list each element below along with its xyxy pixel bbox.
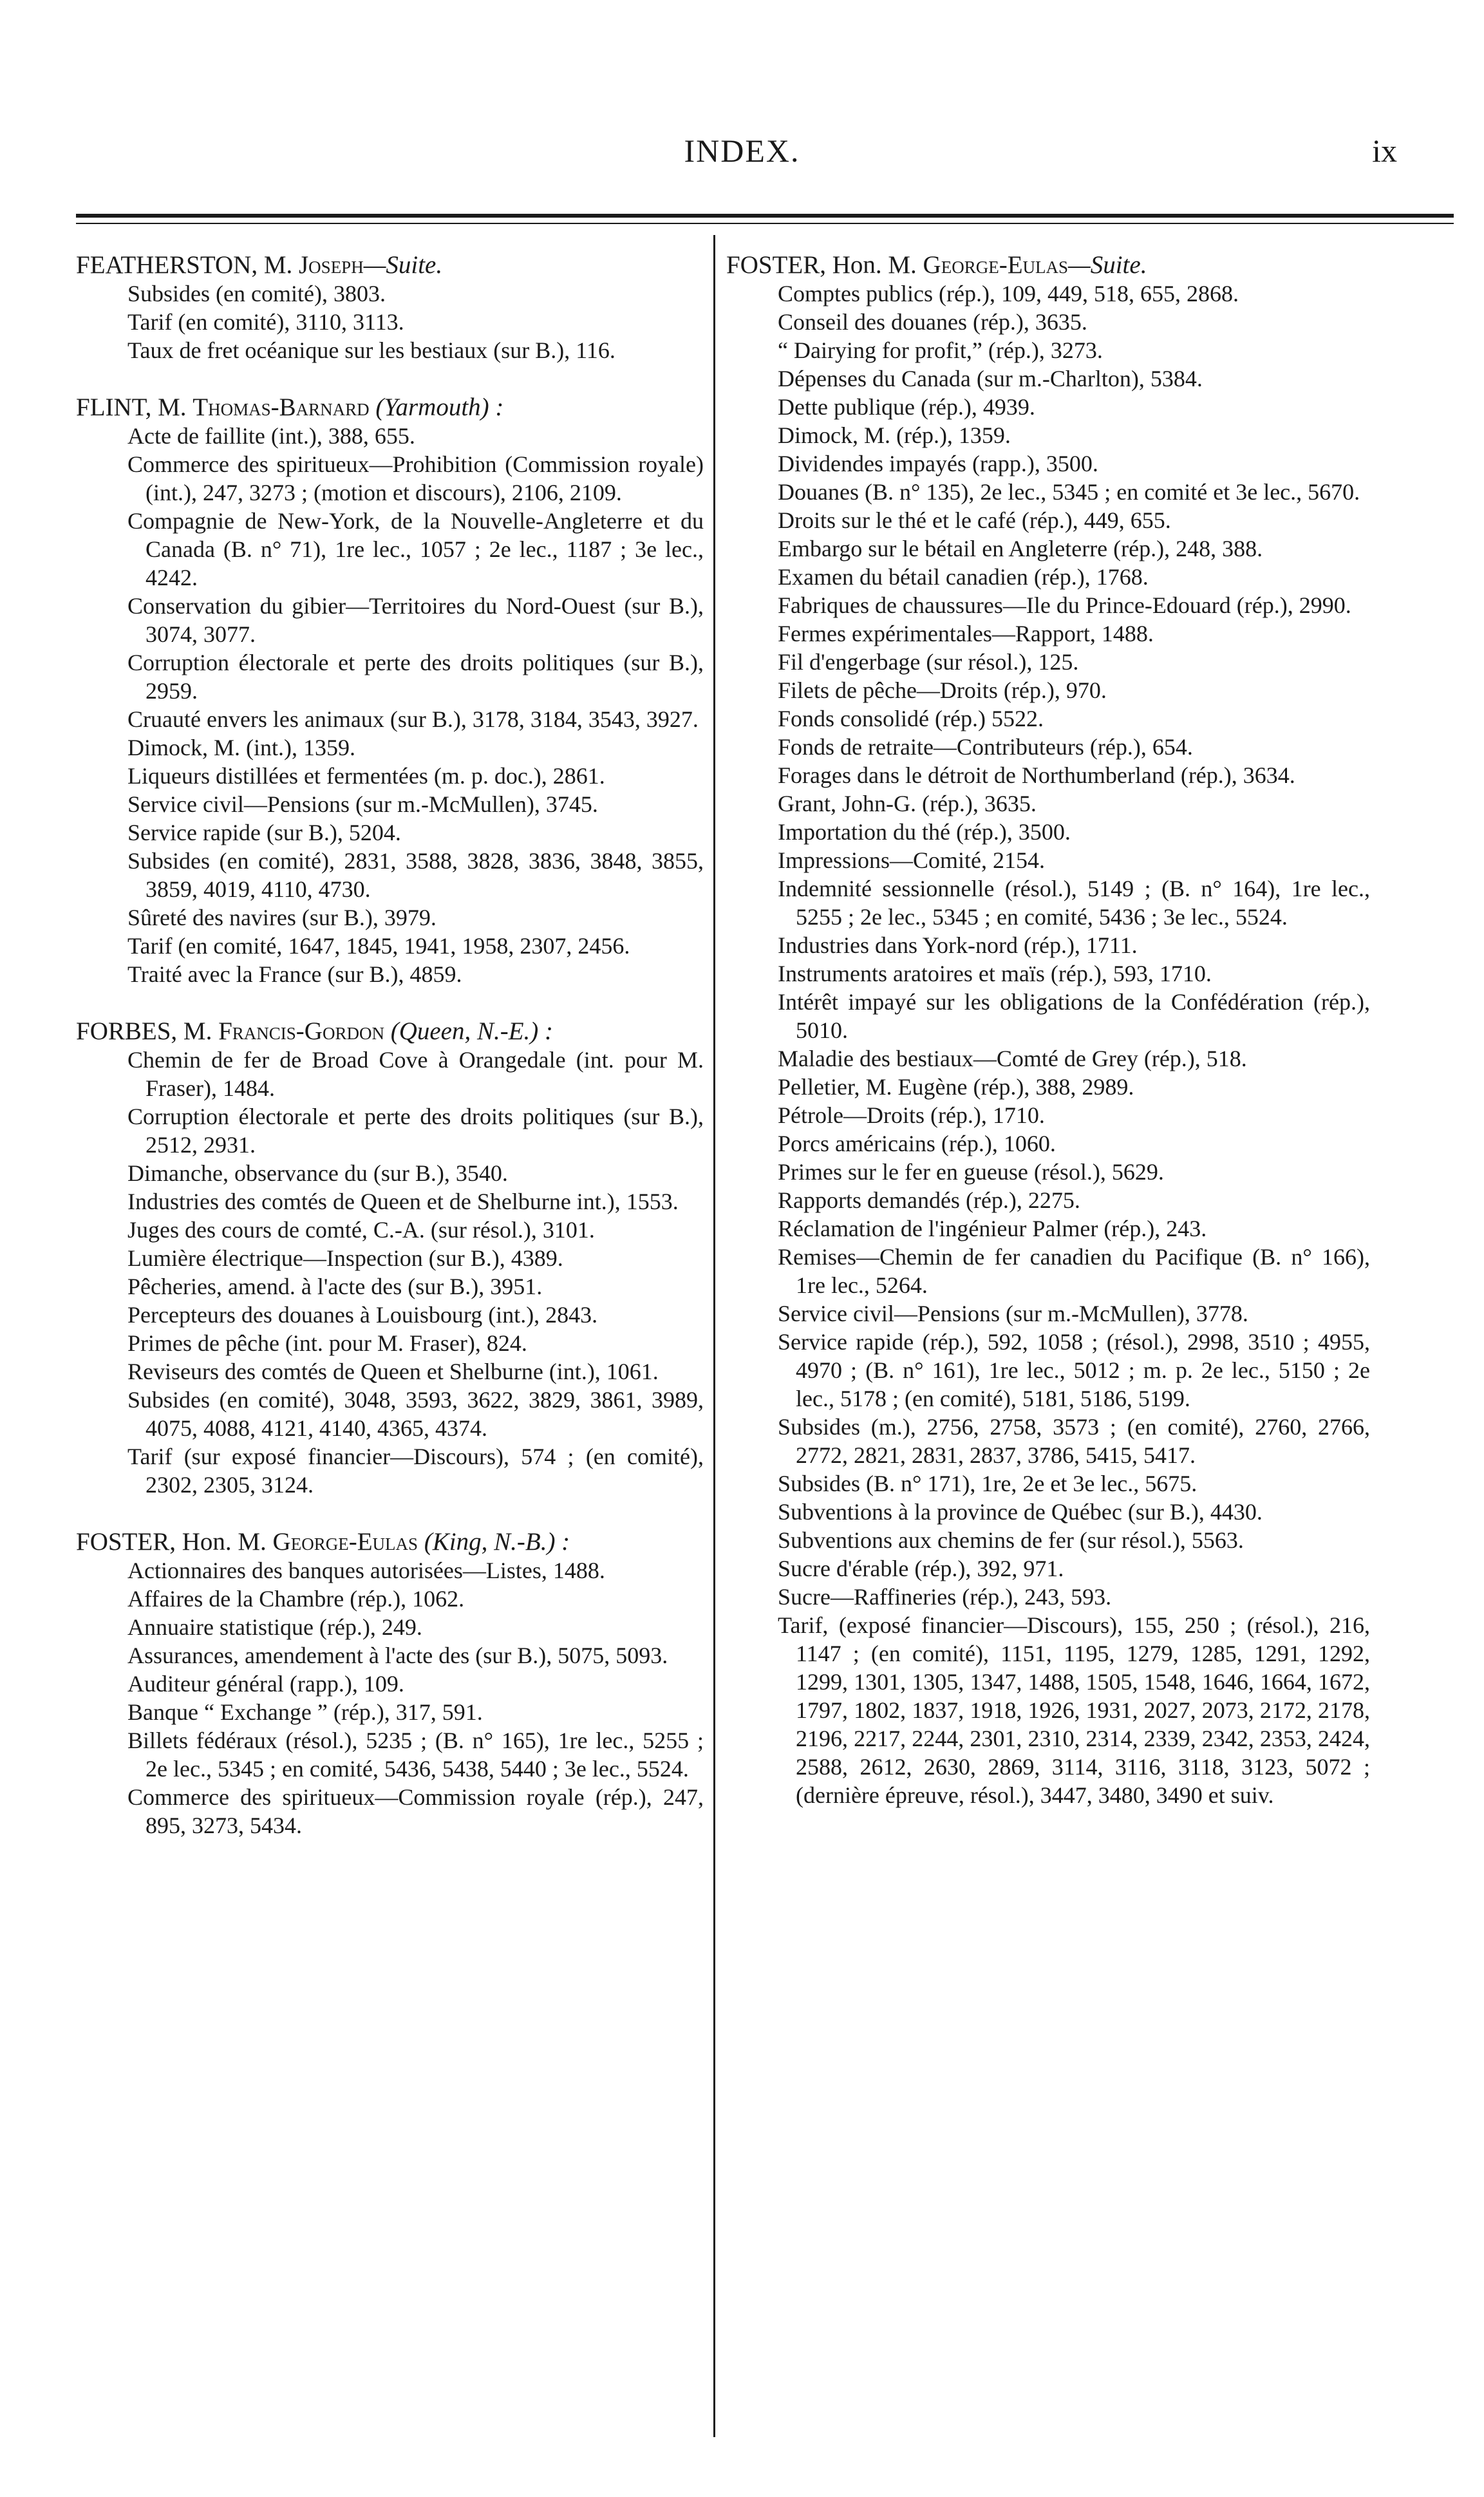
index-item: Pêcheries, amend. à l'acte des (sur B.), 3951. <box>127 1274 543 1299</box>
index-item: Auditeur général (rapp.), 109. <box>127 1671 404 1697</box>
entry-suffix: (Queen, N.-E.) : <box>384 1017 554 1045</box>
index-entry <box>76 393 704 988</box>
index-item: Sucre—Raffineries (rép.), 243, 593. <box>778 1584 1112 1610</box>
index-item: Assurances, amendement à l'acte des (sur B.), 5075, 5093. <box>127 1643 668 1668</box>
index-item: Chemin de fer de Broad Cove à Orangedale (int. pour M. Fraser), 1484. <box>127 1047 704 1101</box>
index-item: Fabriques de chaussures—Ile du Prince-Edouard (rép.), 2990. <box>778 592 1351 618</box>
index-item: Percepteurs des douanes à Louisbourg (int.), 2843. <box>127 1302 598 1328</box>
entry-given-name: Thomas-Barnard <box>193 393 370 421</box>
entry-heading <box>726 251 1370 279</box>
index-item: Conseil des douanes (rép.), 3635. <box>778 309 1087 335</box>
index-item: Banque “ Exchange ” (rép.), 317, 591. <box>127 1699 483 1725</box>
index-item: Impressions—Comité, 2154. <box>778 847 1045 873</box>
column-divider <box>713 235 715 2437</box>
index-item: Dimock, M. (int.), 1359. <box>127 735 355 760</box>
index-item: Service civil—Pensions (sur m.-McMullen), 3745. <box>127 791 598 817</box>
index-item: Réclamation de l'ingénieur Palmer (rép.), 243. <box>778 1216 1207 1241</box>
index-item: Industries des comtés de Queen et de Shelburne int.), 1553. <box>127 1189 679 1214</box>
index-item: Intérêt impayé sur les obligations de la Confédération (rép.), 5010. <box>778 989 1370 1043</box>
entry-given-name: Francis-Gordon <box>218 1017 384 1045</box>
index-item: Liqueurs distillées et fermentées (m. p. doc.), 2861. <box>127 763 605 789</box>
index-item: Service civil—Pensions (sur m.-McMullen), 3778. <box>778 1301 1248 1326</box>
index-item: Examen du bétail canadien (rép.), 1768. <box>778 564 1149 590</box>
index-item: Dimock, M. (rép.), 1359. <box>778 422 1011 448</box>
right-column <box>726 251 1370 1838</box>
index-item: Commerce des spiritueux—Prohibition (Commission royale) (int.), 247, 3273 ; (motion et discours), 2106, 2109. <box>127 451 704 505</box>
index-item: Industries dans York-nord (rép.), 1711. <box>778 932 1138 958</box>
index-item: Compagnie de New-York, de la Nouvelle-Angleterre et du Canada (B. n° 71), 1re lec., 1057 ; 2e lec., 1187 ; 3e lec., 4242. <box>127 508 704 590</box>
entry-name: FOSTER, Hon. M. <box>726 251 917 279</box>
entry-suffix: (King, N.-B.) : <box>418 1528 570 1556</box>
index-item: Acte de faillite (int.), 388, 655. <box>127 423 415 449</box>
entry-name: FORBES, M. <box>76 1017 212 1045</box>
index-item: Rapports demandés (rép.), 2275. <box>778 1187 1080 1213</box>
page-header <box>0 132 1484 184</box>
index-item: Pétrole—Droits (rép.), 1710. <box>778 1102 1045 1128</box>
index-item: Importation du thé (rép.), 3500. <box>778 819 1071 845</box>
index-item: Subsides (en comité), 3803. <box>127 281 386 306</box>
left-column <box>76 251 704 1869</box>
index-item: Grant, John-G. (rép.), 3635. <box>778 791 1037 816</box>
index-item: Cruauté envers les animaux (sur B.), 3178, 3184, 3543, 3927. <box>127 706 699 732</box>
index-item: Taux de fret océanique sur les bestiaux (sur B.), 116. <box>127 337 615 363</box>
index-item: Dette publique (rép.), 4939. <box>778 394 1035 420</box>
entry-heading <box>76 1528 704 1556</box>
index-item: Fil d'engerbage (sur résol.), 125. <box>778 649 1079 675</box>
index-item: Primes de pêche (int. pour M. Fraser), 824. <box>127 1330 527 1356</box>
index-item: Dépenses du Canada (sur m.-Charlton), 5384. <box>778 366 1203 391</box>
index-item: Comptes publics (rép.), 109, 449, 518, 655, 2868. <box>778 281 1239 306</box>
entry-suffix: —Suite. <box>363 251 443 279</box>
index-item: Filets de pêche—Droits (rép.), 970. <box>778 677 1107 703</box>
index-item: Pelletier, M. Eugène (rép.), 388, 2989. <box>778 1074 1134 1100</box>
header-rule-thin <box>76 223 1454 224</box>
index-item: Lumière électrique—Inspection (sur B.), 4389. <box>127 1245 563 1271</box>
index-item: Maladie des bestiaux—Comté de Grey (rép.), 518. <box>778 1046 1247 1071</box>
index-item: Sucre d'érable (rép.), 392, 971. <box>778 1556 1064 1581</box>
index-item: Tarif (sur exposé financier—Discours), 574 ; (en comité), 2302, 2305, 3124. <box>127 1444 704 1498</box>
index-item: Subventions à la province de Québec (sur B.), 4430. <box>778 1499 1263 1525</box>
index-item: Forages dans le détroit de Northumberland (rép.), 3634. <box>778 762 1295 788</box>
index-item: Service rapide (rép.), 592, 1058 ; (résol.), 2998, 3510 ; 4955, 4970 ; (B. n° 161), 1re lec., 5012 ; m. p. 2e lec., 5150 ; 2e lec., 5178 ; (en comité), 5181, 5186, 5199. <box>778 1329 1370 1411</box>
index-entry <box>76 1528 704 1840</box>
index-item: Dividendes impayés (rapp.), 3500. <box>778 451 1098 476</box>
page-number: ix <box>1372 133 1397 169</box>
index-item: “ Dairying for profit,” (rép.), 3273. <box>778 337 1103 363</box>
index-item: Service rapide (sur B.), 5204. <box>127 820 401 845</box>
entry-suffix: (Yarmouth) : <box>369 393 504 421</box>
index-item: Fonds de retraite—Contributeurs (rép.), 654. <box>778 734 1193 760</box>
entry-heading <box>76 393 704 422</box>
index-item: Subsides (B. n° 171), 1re, 2e et 3e lec., 5675. <box>778 1471 1198 1496</box>
entry-given-name: George-Eulas <box>923 251 1069 279</box>
entry-heading <box>76 1017 704 1046</box>
index-item: Embargo sur le bétail en Angleterre (rép.), 248, 388. <box>778 536 1263 561</box>
index-item: Subventions aux chemins de fer (sur résol.), 5563. <box>778 1527 1244 1553</box>
entry-suffix: —Suite. <box>1068 251 1147 279</box>
entry-heading <box>76 251 704 279</box>
index-item: Conservation du gibier—Territoires du Nord-Ouest (sur B.), 3074, 3077. <box>127 593 704 647</box>
index-item: Actionnaires des banques autorisées—Listes, 1488. <box>127 1558 605 1583</box>
index-item: Dimanche, observance du (sur B.), 3540. <box>127 1160 508 1186</box>
page-title: INDEX. <box>684 133 800 169</box>
index-item: Sûreté des navires (sur B.), 3979. <box>127 905 437 930</box>
header-rule-thick <box>76 214 1454 218</box>
index-item: Fermes expérimentales—Rapport, 1488. <box>778 621 1154 646</box>
index-item: Douanes (B. n° 135), 2e lec., 5345 ; en comité et 3e lec., 5670. <box>778 479 1360 505</box>
index-item: Primes sur le fer en gueuse (résol.), 5629. <box>778 1159 1164 1185</box>
index-entry <box>76 251 704 364</box>
index-item: Remises—Chemin de fer canadien du Pacifique (B. n° 166), 1re lec., 5264. <box>778 1244 1370 1298</box>
index-item: Annuaire statistique (rép.), 249. <box>127 1614 422 1640</box>
index-item: Tarif (en comité), 3110, 3113. <box>127 309 404 335</box>
entry-name: FOSTER, Hon. M. <box>76 1528 267 1556</box>
index-entry <box>726 251 1370 1809</box>
index-item: Instruments aratoires et maïs (rép.), 593, 1710. <box>778 961 1212 986</box>
index-item: Subsides (en comité), 3048, 3593, 3622, 3829, 3861, 3989, 4075, 4088, 4121, 4140, 4365, 4374. <box>127 1387 704 1441</box>
index-item: Corruption électorale et perte des droits politiques (sur B.), 2959. <box>127 650 704 704</box>
index-item: Commerce des spiritueux—Commission royale (rép.), 247, 895, 3273, 5434. <box>127 1784 704 1838</box>
index-item: Droits sur le thé et le café (rép.), 449, 655. <box>778 507 1171 533</box>
index-item: Fonds consolidé (rép.) 5522. <box>778 706 1044 731</box>
index-item: Porcs américains (rép.), 1060. <box>778 1131 1056 1156</box>
entry-name: FEATHERSTON, M. <box>76 251 293 279</box>
index-item: Billets fédéraux (résol.), 5235 ; (B. n° 165), 1re lec., 5255 ; 2e lec., 5345 ; en comité, 5436, 5438, 5440 ; 3e lec., 5524. <box>127 1728 704 1782</box>
index-item: Subsides (m.), 2756, 2758, 3573 ; (en comité), 2760, 2766, 2772, 2821, 2831, 2837, 3786, 5415, 5417. <box>778 1414 1370 1468</box>
index-item: Tarif, (exposé financier—Discours), 155, 250 ; (résol.), 216, 1147 ; (en comité), 1151, 1195, 1279, 1285, 1291, 1292, 1299, 1301, 1305, 1347, 1488, 1505, 1548, 1646, 1664, 1672, 1797, 1802, 1837, 1918, 1926, 1931, 2027, 2073, 2172, 2178, 2196, 2217, 2244, 2301, 2310, 2314, 2339, 2342, 2353, 2424, 2588, 2612, 2630, 2869, 3114, 3116, 3118, 3123, 5072 ; (dernière épreuve, résol.), 3447, 3480, 3490 et suiv. <box>778 1612 1370 1808</box>
index-item: Affaires de la Chambre (rép.), 1062. <box>127 1586 465 1612</box>
entry-name: FLINT, M. <box>76 393 187 421</box>
index-item: Traité avec la France (sur B.), 4859. <box>127 961 462 987</box>
index-item: Reviseurs des comtés de Queen et Shelburne (int.), 1061. <box>127 1359 659 1384</box>
entry-given-name: Joseph <box>299 251 364 279</box>
index-item: Juges des cours de comté, C.-A. (sur résol.), 3101. <box>127 1217 595 1243</box>
index-item: Indemnité sessionnelle (résol.), 5149 ; (B. n° 164), 1re lec., 5255 ; 2e lec., 5345 ; en comité, 5436 ; 3e lec., 5524. <box>778 876 1370 930</box>
index-item: Corruption électorale et perte des droits politiques (sur B.), 2512, 2931. <box>127 1104 704 1158</box>
entry-given-name: George-Eulas <box>272 1528 418 1556</box>
index-entry <box>76 1017 704 1499</box>
index-item: Subsides (en comité), 2831, 3588, 3828, 3836, 3848, 3855, 3859, 4019, 4110, 4730. <box>127 848 704 902</box>
index-item: Tarif (en comité, 1647, 1845, 1941, 1958, 2307, 2456. <box>127 933 630 959</box>
